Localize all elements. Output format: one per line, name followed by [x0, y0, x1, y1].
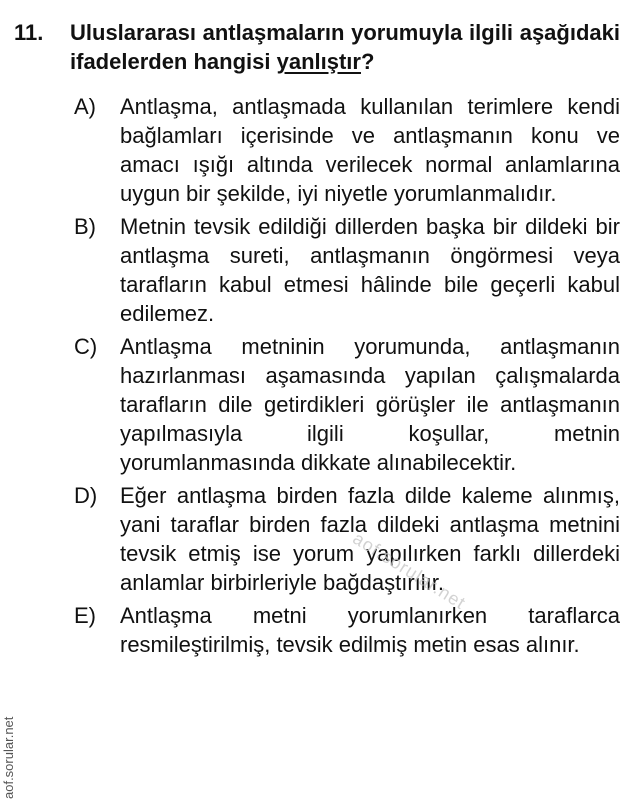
option-text: Antlaşma metninin yorumunda, antlaşmanın hazırlanması aşamasında yapılan çalışmalarda tarafların dile getirdikleri görüşler ile antlaşmanın yapılmasıyla ilgili koşullar, metnin yorumlanmasında dikkate alınabilecektir.	[120, 334, 620, 475]
option-d[interactable]	[14, 481, 620, 597]
option-text: Antlaşma metni yorumlanırken taraflarca resmileştirilmiş, tevsik edilmiş metin esas alınır.	[120, 603, 620, 657]
option-text: Metnin tevsik edildiği dillerden başka bir dildeki bir antlaşma sureti, antlaşmanın öngörmesi veya tarafların kabul etmesi hâlinde bile geçerli kabul edilemez.	[120, 214, 620, 326]
question-number: 11.	[14, 20, 44, 45]
option-letter: B)	[74, 214, 96, 239]
option-a[interactable]	[14, 92, 620, 208]
question-block	[14, 18, 620, 663]
option-letter: A)	[74, 94, 96, 119]
question-text-underlined: yanlıştır	[276, 49, 361, 74]
option-text: Eğer antlaşma birden fazla dilde kaleme alınmış, yani taraflar birden fazla dildeki antlaşma metnini tevsik etmiş ise yorum yapılırken farklı dillerdeki anlamlar birbirleriyle bağdaştırılır.	[120, 483, 620, 595]
option-letter: E)	[74, 603, 96, 628]
question-text	[70, 18, 620, 76]
answer-options	[14, 92, 620, 659]
question-header	[14, 18, 620, 76]
option-b[interactable]	[14, 212, 620, 328]
option-letter: D)	[74, 483, 98, 508]
option-e[interactable]	[14, 601, 620, 659]
watermark-diagonal: aof.sorular.net	[349, 528, 470, 614]
question-text-main: Uluslararası antlaşmaların yorumuyla ilgili aşağıdaki ifadelerden hangisi	[70, 20, 620, 74]
option-text: Antlaşma, antlaşmada kullanılan terimlere kendi bağlamları içerisinde ve antlaşmanın konu ve amacı ışığı altında verilecek normal anlamlarına uygun bir şekilde, iyi niyetle yorumlanmalıdır.	[120, 94, 620, 206]
option-letter: C)	[74, 334, 98, 359]
option-c[interactable]	[14, 332, 620, 477]
question-text-end: ?	[360, 49, 375, 74]
